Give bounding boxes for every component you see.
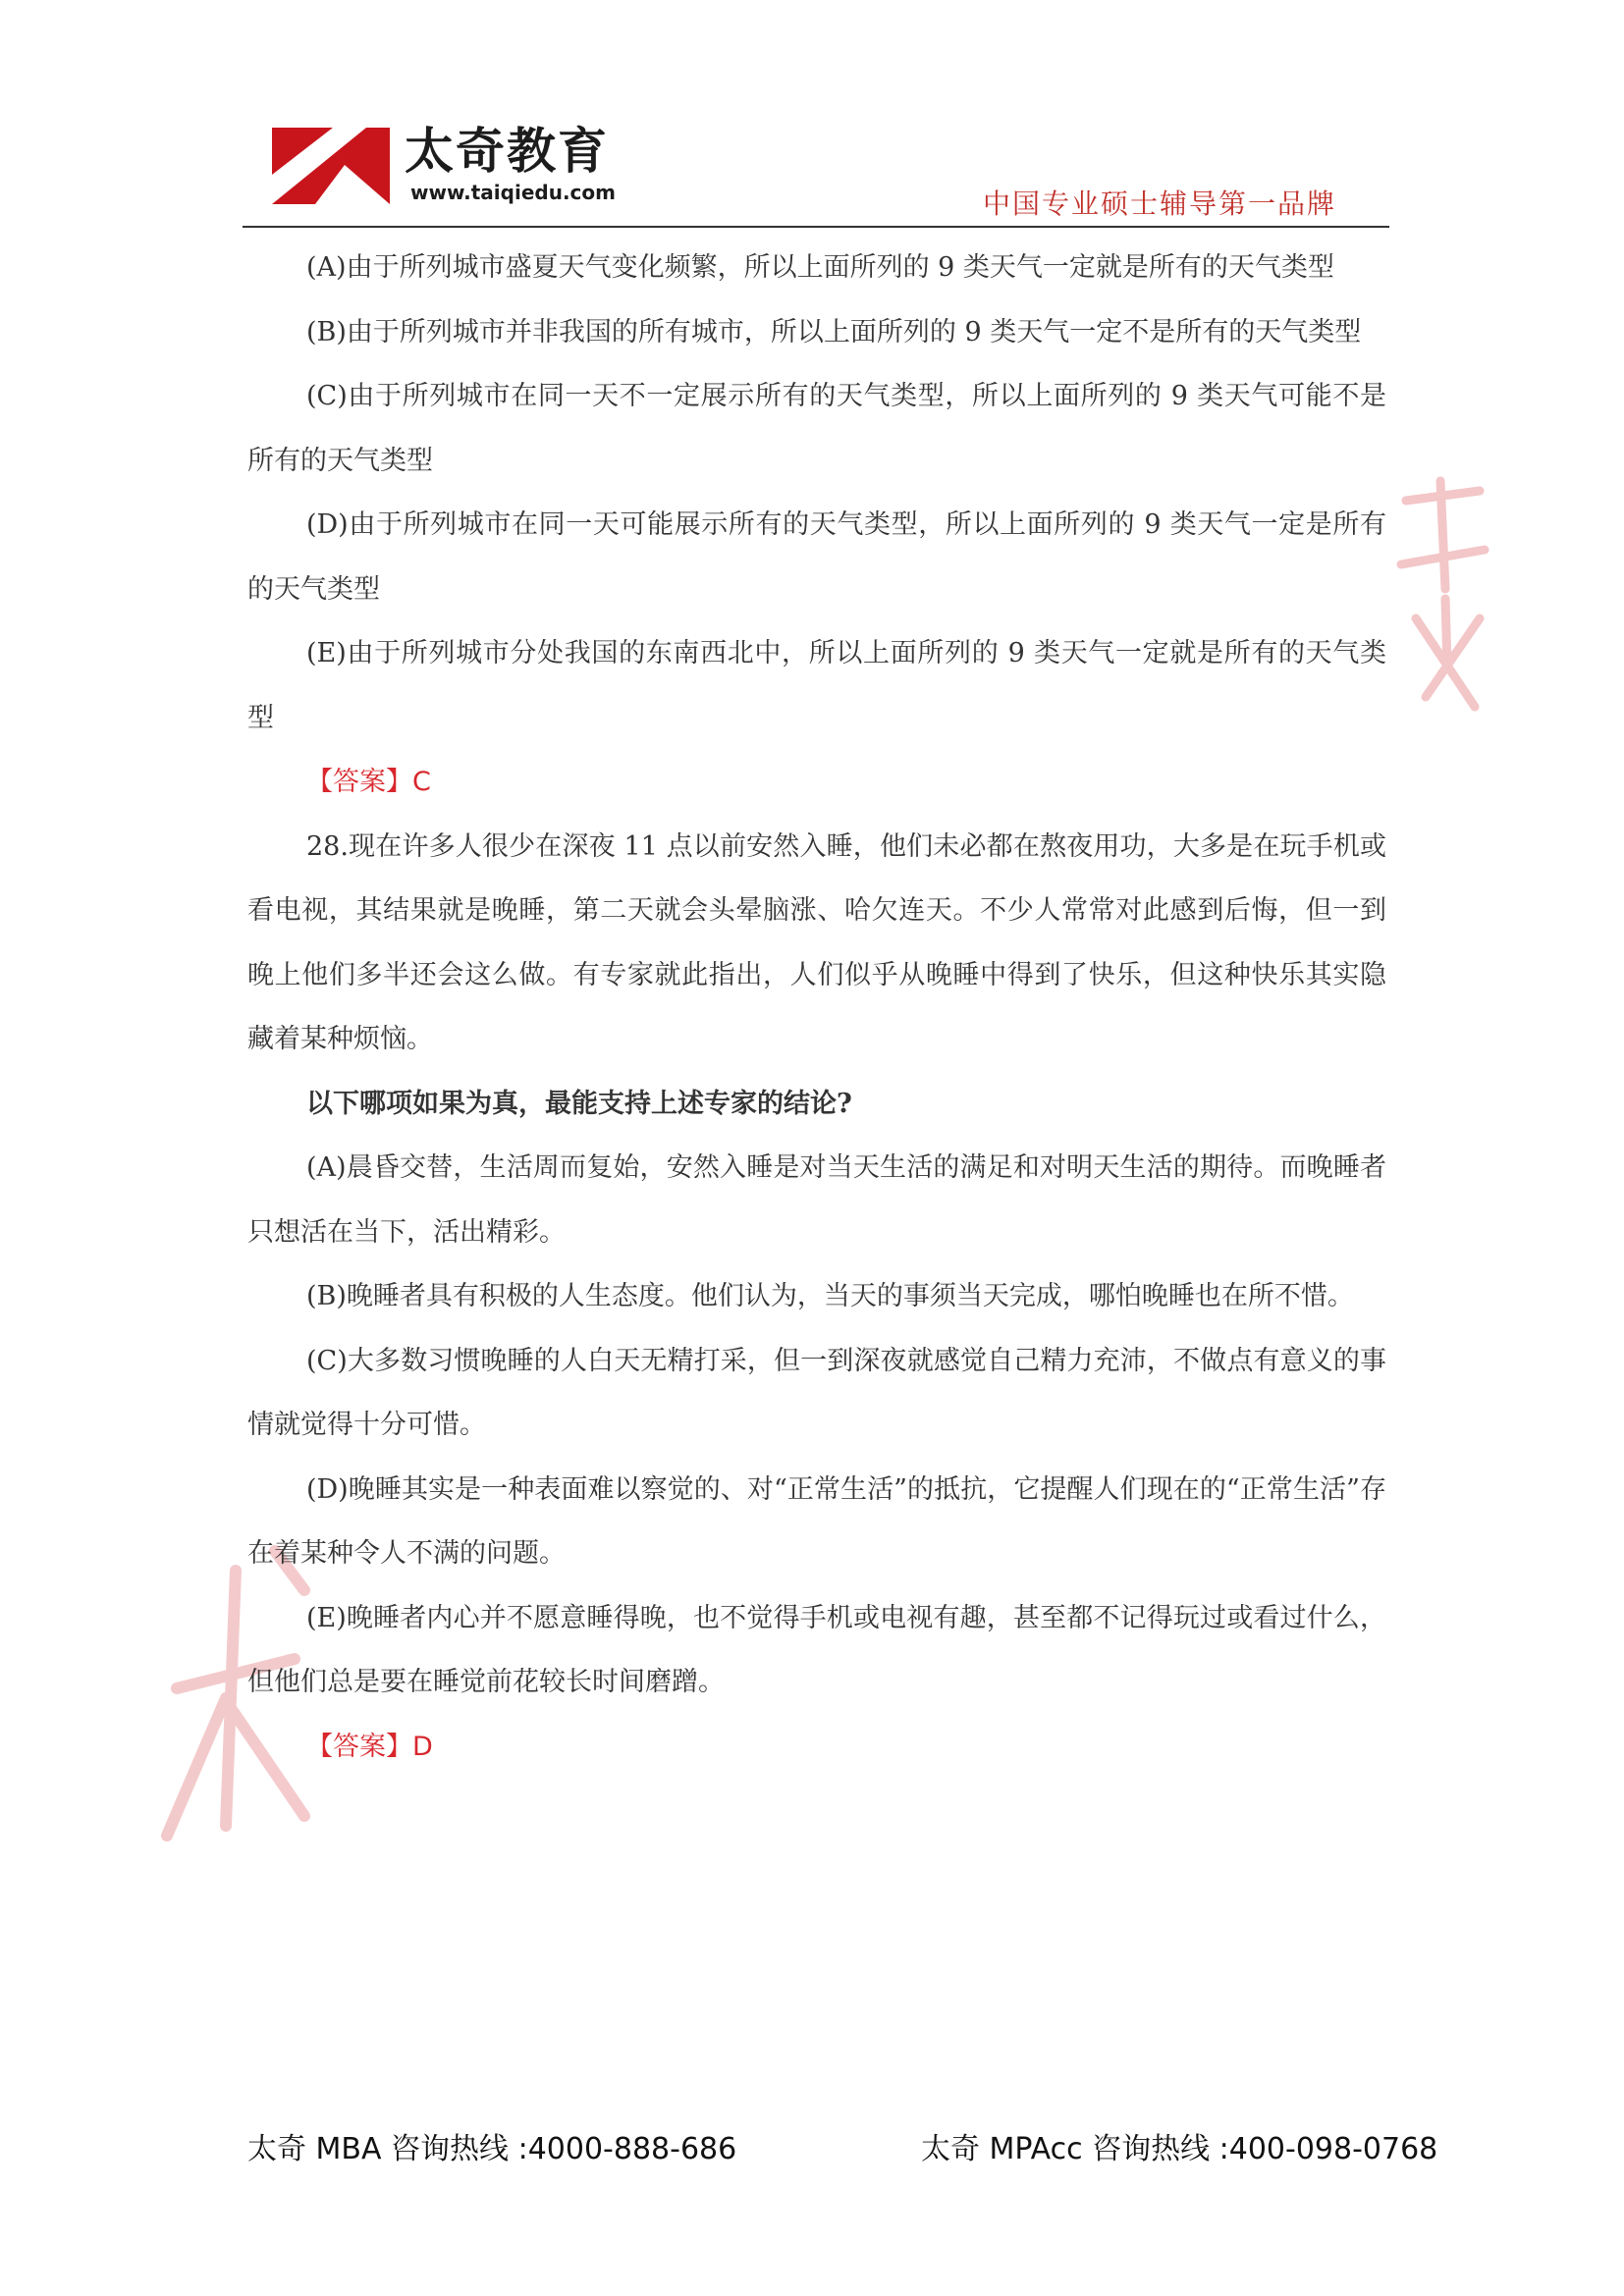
q27-answer-value: C xyxy=(412,767,431,797)
document-body xyxy=(247,236,1386,1779)
header-divider xyxy=(243,226,1389,228)
q27-option-e: (E)由于所列城市分处我国的东南西北中，所以上面所列的 9 类天气一定就是所有的天气类型 xyxy=(247,638,1386,733)
watermark-right-icon xyxy=(1386,471,1496,717)
logo-name: 太奇教育 xyxy=(405,123,609,180)
q27-answer xyxy=(247,750,1386,815)
taiqi-logo-icon xyxy=(272,128,390,204)
q28-answer-label: 【答案】 xyxy=(306,1731,412,1762)
q28-question: 以下哪项如果为真，最能支持上述专家的结论? xyxy=(306,1088,852,1119)
footer-mpacc-hotline: 太奇 MPAcc 咨询热线 :400-098-0768 xyxy=(921,2132,1438,2166)
q28-option-c: (C)大多数习惯晚睡的人白天无精打采，但一到深夜就感觉自己精力充沛，不做点有意义的事情就觉得十分可惜。 xyxy=(247,1345,1386,1440)
q27-option-d: (D)由于所列城市在同一天可能展示所有的天气类型，所以上面所列的 9 类天气一定是所有的天气类型 xyxy=(247,509,1386,605)
q27-answer-label: 【答案】 xyxy=(306,767,412,797)
footer-mba-hotline: 太奇 MBA 咨询热线 :4000-888-686 xyxy=(247,2132,737,2166)
q28-option-e: (E)晚睡者内心并不愿意睡得晚，也不觉得手机或电视有趣，甚至都不记得玩过或看过什么，但他们总是要在睡觉前花较长时间磨蹭。 xyxy=(247,1602,1386,1697)
q27-option-b: (B)由于所列城市并非我国的所有城市，所以上面所列的 9 类天气一定不是所有的天气类型 xyxy=(306,316,1362,347)
q27-option-c: (C)由于所列城市在同一天不一定展示所有的天气类型，所以上面所列的 9 类天气可能不是所有的天气类型 xyxy=(247,381,1386,476)
q28-answer-value: D xyxy=(412,1731,433,1762)
q28-option-b: (B)晚睡者具有积极的人生态度。他们认为，当天的事须当天完成，哪怕晚睡也在所不惜。 xyxy=(306,1281,1354,1311)
q28-stem: 28.现在许多人很少在深夜 11 点以前安然入睡，他们未必都在熬夜用功，大多是在玩手机或看电视，其结果就是晚睡，第二天就会头晕脑涨、哈欠连天。不少人常常对此感到后悔，但一到晚上他们多半还会这么做。有专家就此指出，人们似乎从晚睡中得到了快乐，但这种快乐其实隐藏着某种烦恼。 xyxy=(247,830,1386,1054)
q28-answer xyxy=(247,1715,1386,1780)
logo-url: www.taiqiedu.com xyxy=(410,181,616,204)
q28-option-d: (D)晚睡其实是一种表面难以察觉的、对“正常生活”的抵抗，它提醒人们现在的“正常生活”存在着某种令人不满的问题。 xyxy=(247,1473,1386,1569)
header-slogan: 中国专业硕士辅导第一品牌 xyxy=(982,187,1336,220)
q27-option-a: (A)由于所列城市盛夏天气变化频繁，所以上面所列的 9 类天气一定就是所有的天气类型 xyxy=(306,252,1334,283)
q28-option-a: (A)晨昏交替，生活周而复始，安然入睡是对当天生活的满足和对明天生活的期待。而晚睡者只想活在当下，活出精彩。 xyxy=(247,1152,1386,1248)
